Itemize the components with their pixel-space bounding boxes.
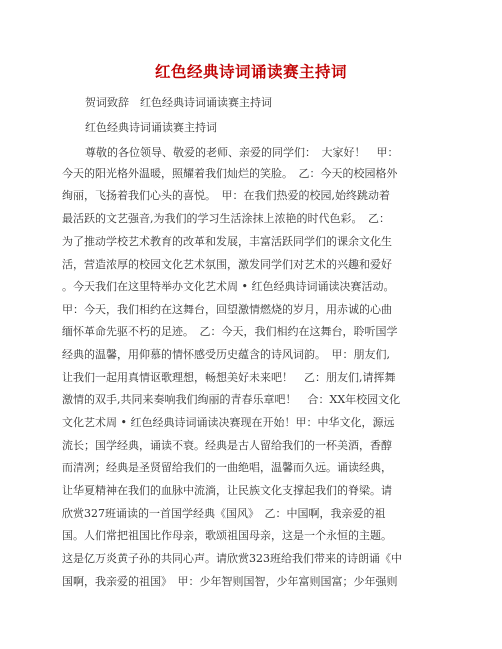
document-line: 缅怀革命先驱不朽的足迹。 乙：今天，我们相约在这舞台，聆听国学 (62, 325, 398, 338)
document-line: 为了推动学校艺术教育的改革和发展，丰富活跃同学们的课余文化生 (62, 235, 392, 248)
document-line: 让华夏精神在我们的血脉中流淌，让民族文化支撑起我们的脊梁。请 (62, 484, 392, 497)
document-line: 绚丽，飞扬着我们心头的喜悦。 甲：在我们热爱的校园,始终跳动着 (62, 189, 390, 202)
document-line: 。今天我们在这里特举办文化艺术周 • 红色经典诗词诵读决赛活动。 (62, 280, 395, 293)
document-line: 今天的阳光格外温暖，照耀着我们灿烂的笑脸。 乙：今天的校园格外 (62, 167, 398, 180)
document-line: 让我们一起用真情讴歌理想，畅想美好未来吧！ 乙：朋友们,请挥舞 (62, 371, 396, 384)
document-line: 流长；国学经典，诵读不衰。经典是古人留给我们的一杯美酒，香醇 (62, 439, 392, 452)
document-line: 国。人们常把祖国比作母亲，歌颂祖国母亲，这是一个永恒的主题。 (62, 529, 392, 542)
document-line: 欣赏327班诵读的一首国学经典《国风》 乙：中国啊，我亲爱的祖 (62, 507, 386, 520)
document-line: 红色经典诗词诵读赛主持词 (85, 121, 217, 134)
document-line: 贺词致辞 红色经典诗词诵读赛主持词 (85, 96, 272, 109)
document-line: 激情的双手,共同来奏响我们绚丽的青春乐章吧！ 合：XX年校园文化 (62, 393, 401, 406)
document-line: 经典的温馨，用仰慕的情怀感受历史蕴含的诗风词韵。 甲：朋友们, (62, 348, 390, 361)
document-line: 文化艺术周 • 红色经典诗词诵读决赛现在开始！甲：中华文化，源远 (62, 416, 395, 429)
document-line: 国啊，我亲爱的祖国》 甲：少年智则国智，少年富则国富；少年强则 (62, 575, 398, 588)
document-line: 这是亿万炎黄子孙的共同心声。请欣赏323班给我们带来的诗朗诵《中 (62, 552, 402, 565)
document-line: 尊敬的各位领导、敬爱的老师、亲爱的同学们： 大家好！ 甲： (85, 146, 399, 159)
document-title: 红色经典诗词诵读赛主持词 (154, 63, 347, 81)
document-line: 活，营造浓厚的校园文化艺术氛围，激发同学们对艺术的兴趣和爱好 (62, 258, 392, 271)
document-line: 最活跃的文艺强音,为我们的学习生活涂抹上浓艳的时代色彩。 乙： (62, 212, 390, 225)
document-line: 而清冽；经典是圣贤留给我们的一曲绝唱，温馨而久远。诵读经典， (62, 461, 392, 474)
document-line: 甲：今天，我们相约在这舞台，回望激情燃烧的岁月，用赤诚的心曲 (62, 303, 392, 316)
